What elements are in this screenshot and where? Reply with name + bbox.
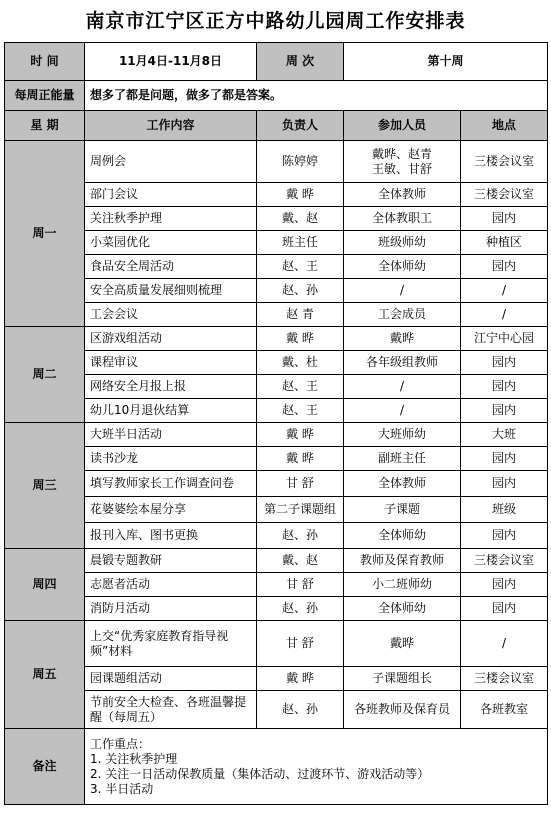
task-participants: 各班教师及保育员	[344, 691, 461, 729]
task-owner: 赵、孙	[257, 279, 344, 303]
schedule-row	[5, 255, 548, 279]
day-label: 周一	[5, 141, 85, 327]
task-place: 园内	[461, 597, 548, 621]
time-label: 时 间	[5, 43, 85, 81]
task-place: 园内	[461, 255, 548, 279]
schedule-row	[5, 621, 548, 667]
task-place: 各班教室	[461, 691, 548, 729]
task-participants: /	[344, 399, 461, 423]
task-participants: 大班师幼	[344, 423, 461, 447]
schedule-row	[5, 183, 548, 207]
task-content: 消防月活动	[85, 597, 257, 621]
task-participants: 小二班师幼	[344, 573, 461, 597]
column-header-day: 星 期	[5, 111, 85, 141]
task-place: 三楼会议室	[461, 141, 548, 183]
column-header-place: 地点	[461, 111, 548, 141]
task-place: /	[461, 621, 548, 667]
task-place: 园内	[461, 447, 548, 471]
task-place: 种植区	[461, 231, 548, 255]
task-content: 安全高质量发展细则梳理	[85, 279, 257, 303]
task-content: 读书沙龙	[85, 447, 257, 471]
task-owner: 第二子课题组	[257, 497, 344, 523]
task-content: 上交“优秀家庭教育指导视频”材料	[85, 621, 257, 667]
task-place: 三楼会议室	[461, 549, 548, 573]
day-label: 周四	[5, 549, 85, 621]
task-participants: 副班主任	[344, 447, 461, 471]
notes-item: 2. 关注一日活动保教质量（集体活动、过渡环节、游戏活动等）	[90, 766, 430, 781]
task-place: 江宁中心园	[461, 327, 548, 351]
schedule-row	[5, 573, 548, 597]
task-participants: 戴晔	[344, 327, 461, 351]
schedule-row	[5, 351, 548, 375]
task-content: 幼儿10月退伙结算	[85, 399, 257, 423]
task-participants: 班级师幼	[344, 231, 461, 255]
week-value: 第十周	[344, 43, 548, 81]
task-place: 三楼会议室	[461, 183, 548, 207]
schedule-row	[5, 549, 548, 573]
task-owner: 戴、赵	[257, 207, 344, 231]
task-owner: 甘 舒	[257, 471, 344, 497]
schedule-row	[5, 447, 548, 471]
schedule-row	[5, 303, 548, 327]
task-owner: 戴 晔	[257, 423, 344, 447]
task-owner: 赵、王	[257, 375, 344, 399]
task-content: 部门会议	[85, 183, 257, 207]
time-row	[5, 43, 548, 81]
task-owner: 甘 舒	[257, 573, 344, 597]
task-place: 园内	[461, 471, 548, 497]
task-participants: 工会成员	[344, 303, 461, 327]
energy-row	[5, 81, 548, 111]
task-content: 大班半日活动	[85, 423, 257, 447]
task-place: 班级	[461, 497, 548, 523]
day-label: 周三	[5, 423, 85, 549]
task-owner: 赵、孙	[257, 597, 344, 621]
schedule-row	[5, 327, 548, 351]
page-title: 南京市江宁区正方中路幼儿园周工作安排表	[85, 10, 466, 32]
task-owner: 戴 晔	[257, 667, 344, 691]
schedule-row	[5, 523, 548, 549]
schedule-row	[5, 423, 548, 447]
task-place: 园内	[461, 573, 548, 597]
task-content: 工会会议	[85, 303, 257, 327]
energy-label: 每周正能量	[5, 81, 85, 111]
notes-item: 3. 半日活动	[90, 781, 154, 796]
task-owner: 甘 舒	[257, 621, 344, 667]
task-participants: 全体师幼	[344, 255, 461, 279]
notes-row	[5, 729, 548, 805]
task-content: 志愿者活动	[85, 573, 257, 597]
day-label: 周二	[5, 327, 85, 423]
task-content: 园课题组活动	[85, 667, 257, 691]
task-participants: 戴晔	[344, 621, 461, 667]
task-place: 园内	[461, 351, 548, 375]
notes-label: 备注	[5, 729, 85, 805]
task-owner: 班主任	[257, 231, 344, 255]
task-owner: 赵、王	[257, 399, 344, 423]
notes-heading: 工作重点：	[90, 736, 151, 751]
column-header-owner: 负责人	[257, 111, 344, 141]
task-place: 园内	[461, 523, 548, 549]
task-owner: 戴 晔	[257, 447, 344, 471]
week-label: 周 次	[257, 43, 344, 81]
task-participants: 子课题组长	[344, 667, 461, 691]
task-place: 大班	[461, 423, 548, 447]
task-content: 报刊入库、图书更换	[85, 523, 257, 549]
column-header-participants: 参加人员	[344, 111, 461, 141]
task-owner: 戴、赵	[257, 549, 344, 573]
task-owner: 赵、孙	[257, 691, 344, 729]
task-participants: 全体师幼	[344, 523, 461, 549]
task-owner: 戴 晔	[257, 327, 344, 351]
task-content: 课程审议	[85, 351, 257, 375]
schedule-row	[5, 597, 548, 621]
task-content: 关注秋季护理	[85, 207, 257, 231]
task-content: 节前安全大检查、各班温馨提醒（每周五）	[85, 691, 257, 729]
schedule-row	[5, 141, 548, 183]
task-participants: /	[344, 375, 461, 399]
task-content: 花婆婆绘本屋分享	[85, 497, 257, 523]
task-participants: 各年级组教师	[344, 351, 461, 375]
task-content: 区游戏组活动	[85, 327, 257, 351]
column-header-row	[5, 111, 548, 141]
schedule-row	[5, 399, 548, 423]
task-participants: /	[344, 279, 461, 303]
task-participants: 教师及保育教师	[344, 549, 461, 573]
task-content: 网络安全月报上报	[85, 375, 257, 399]
schedule-row	[5, 207, 548, 231]
task-place: 三楼会议室	[461, 667, 548, 691]
schedule-row	[5, 279, 548, 303]
schedule-row	[5, 375, 548, 399]
schedule-row	[5, 667, 548, 691]
task-place: 园内	[461, 375, 548, 399]
task-participants: 戴晔、赵青 王敏、甘舒	[344, 141, 461, 183]
task-place: /	[461, 279, 548, 303]
task-place: 园内	[461, 399, 548, 423]
task-owner: 陈婷婷	[257, 141, 344, 183]
time-value: 11月4日-11月8日	[85, 43, 257, 81]
task-place: 园内	[461, 207, 548, 231]
notes-item: 1. 关注秋季护理	[90, 751, 178, 766]
task-participants: 子课题	[344, 497, 461, 523]
task-place: /	[461, 303, 548, 327]
task-owner: 戴、杜	[257, 351, 344, 375]
day-label: 周五	[5, 621, 85, 729]
task-content: 晨锻专题教研	[85, 549, 257, 573]
schedule-row	[5, 691, 548, 729]
task-content: 周例会	[85, 141, 257, 183]
task-content: 小菜园优化	[85, 231, 257, 255]
schedule-row	[5, 497, 548, 523]
task-participants: 全体教职工	[344, 207, 461, 231]
task-participants: 全体教师	[344, 183, 461, 207]
schedule-row	[5, 471, 548, 497]
task-owner: 戴 晔	[257, 183, 344, 207]
task-participants: 全体教师	[344, 471, 461, 497]
notes-content	[85, 729, 548, 805]
energy-text: 想多了都是问题，做多了都是答案。	[85, 81, 548, 111]
task-content: 填写教师家长工作调查问卷	[85, 471, 257, 497]
task-content: 食品安全周活动	[85, 255, 257, 279]
schedule-table	[4, 42, 548, 805]
column-header-content: 工作内容	[85, 111, 257, 141]
schedule-row	[5, 231, 548, 255]
task-owner: 赵、孙	[257, 523, 344, 549]
task-owner: 赵、王	[257, 255, 344, 279]
task-participants: 全体师幼	[344, 597, 461, 621]
task-owner: 赵 青	[257, 303, 344, 327]
